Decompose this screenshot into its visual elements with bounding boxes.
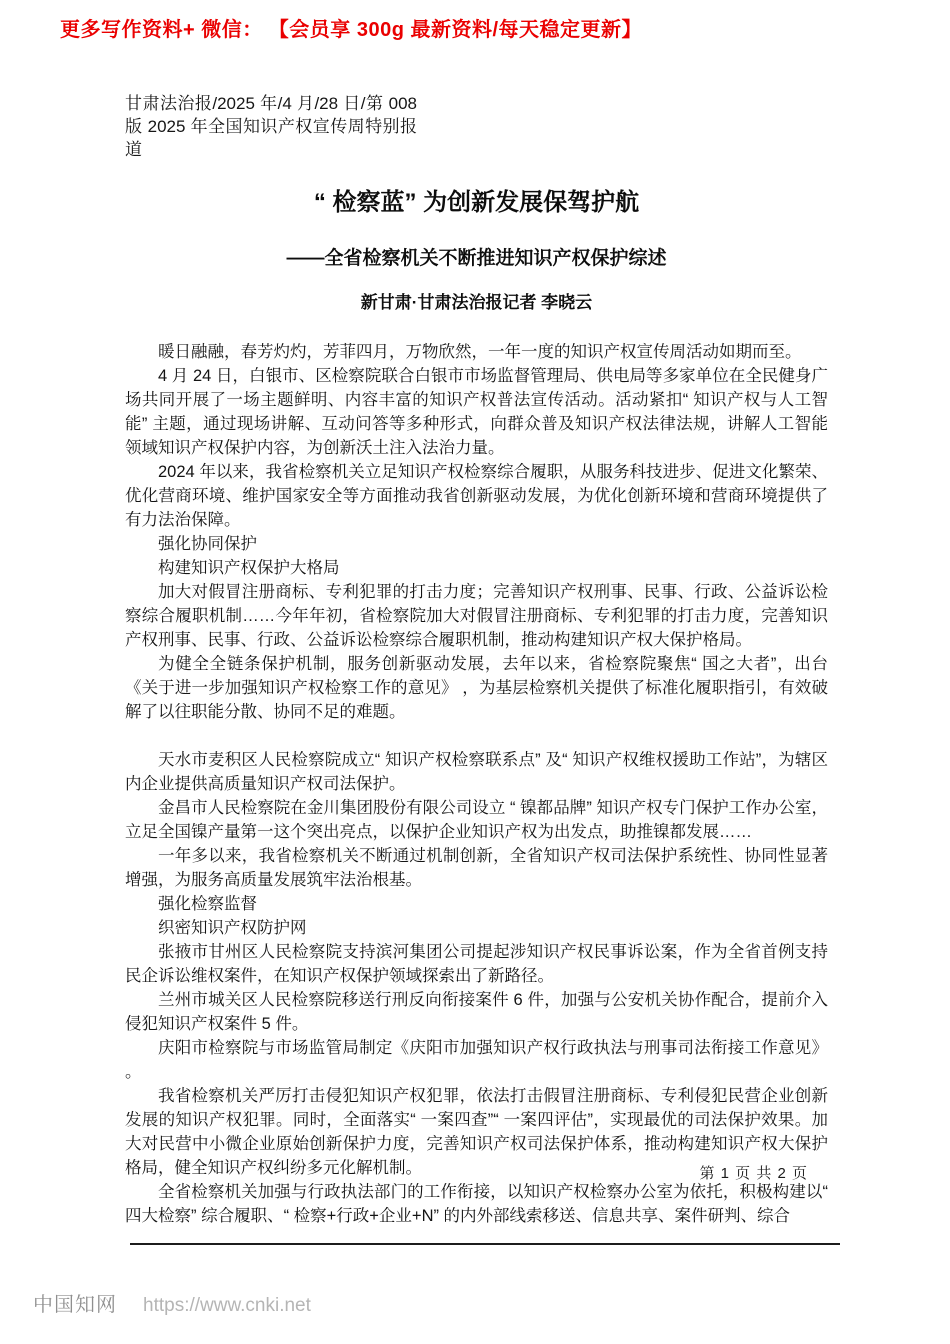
site-footer [33, 1288, 311, 1317]
paragraph: 兰州市城关区人民检察院移送行刑反向衔接案件 6 件，加强与公安机关协作配合，提前介入侵犯知识产权案件 5 件。 [125, 991, 828, 1033]
cnki-url-link[interactable]: https://www.cnki.net [143, 1295, 311, 1316]
article-body [125, 340, 828, 1228]
footer-divider [130, 1243, 840, 1245]
paragraph: 一年多以来，我省检察机关不断通过机制创新，全省知识产权司法保护系统性、协同性显著增强，为服务高质量发展筑牢法治根基。 [125, 847, 828, 889]
paragraph: 强化协同保护 [158, 535, 257, 553]
paragraph: 暖日融融，春芳灼灼，芳菲四月，万物欣然，一年一度的知识产权宣传周活动如期而至。 [158, 343, 802, 361]
paragraph: 庆阳市检察院与市场监管局制定《庆阳市加强知识产权行政执法与刑事司法衔接工作意见》 。 [125, 1039, 828, 1081]
paragraph: 构建知识产权保护大格局 [158, 559, 340, 577]
cnki-logo-text: 中国知网 [33, 1294, 117, 1316]
paragraph: 2024 年以来，我省检察机关立足知识产权检察综合履职，从服务科技进步、促进文化繁荣、优化营商环境、维护国家安全等方面推动我省创新驱动发展，为优化创新环境和营商环境提供了有力法治保障。 [125, 463, 828, 529]
paragraph: 张掖市甘州区人民检察院支持滨河集团公司提起涉知识产权民事诉讼案，作为全省首例支持民企诉讼维权案件，在知识产权保护领域探索出了新路径。 [125, 943, 828, 985]
paragraph: 天水市麦积区人民检察院成立“ 知识产权检察联系点” 及“ 知识产权维权援助工作站”，为辖区内企业提供高质量知识产权司法保护。 [125, 751, 828, 793]
paragraph-spacer [125, 724, 828, 748]
promo-banner: 更多写作资料+ 微信： 【会员享 300g 最新资料/每天稳定更新】 [60, 19, 643, 41]
publication-meta: 甘肃法治报/2025 年/4 月/28 日/第 008 版 2025 年全国知识产权宣传周特别报道 [125, 94, 417, 159]
article-title: “ 检察蓝” 为创新发展保驾护航 [313, 189, 640, 216]
paragraph: 金昌市人民检察院在金川集团股份有限公司设立 “ 镍都品牌” 知识产权专门保护工作办公室，立足全国镍产量第一这个突出亮点，以保护企业知识产权为出发点，助推镍都发展…… [125, 799, 828, 841]
article-subtitle: ——全省检察机关不断推进知识产权保护综述 [286, 248, 667, 269]
paragraph: 我省检察机关严厉打击侵犯知识产权犯罪，依法打击假冒注册商标、专利侵犯民营企业创新发展的知识产权犯罪。同时，全面落实“ 一案四查”“ 一案四评估”，实现最优的司法保护效果。加大对民营中小微企业原始创新保护力度，完善知识产权司法保护体系，推动构建知识产权大保护格局，健全知识产权纠纷多元化解机制。 [125, 1087, 828, 1177]
page-indicator: 第 1 页 共 2 页 [699, 1165, 808, 1182]
paragraph: 织密知识产权防护网 [158, 919, 307, 937]
paragraph: 为健全全链条保护机制，服务创新驱动发展，去年以来，省检察院聚焦“ 国之大者”，出台《关于进一步加强知识产权检察工作的意见》 ，为基层检察机关提供了标准化履职指引，有效破解了以往职能分散、协同不足的难题。 [125, 655, 828, 721]
paragraph: 4 月 24 日，白银市、区检察院联合白银市市场监督管理局、供电局等多家单位在全民健身广场共同开展了一场主题鲜明、内容丰富的知识产权普法宣传活动。活动紧扣“ 知识产权与人工智能” 主题，通过现场讲解、互动问答等多种形式，向群众普及知识产权法律法规，讲解人工智能领域知识产权保护内容，为创新沃土注入法治力量。 [125, 367, 828, 457]
article-byline: 新甘肃·甘肃法治报记者 李晓云 [360, 293, 593, 312]
paragraph: 全省检察机关加强与行政执法部门的工作衔接，以知识产权检察办公室为依托，积极构建以“ 四大检察” 综合履职、“ 检察+行政+企业+N” 的内外部线索移送、信息共享、案件研判、综合 [125, 1183, 828, 1225]
paragraph: 强化检察监督 [158, 895, 257, 913]
paragraph: 加大对假冒注册商标、专利犯罪的打击力度；完善知识产权刑事、民事、行政、公益诉讼检察综合履职机制……今年年初，省检察院加大对假冒注册商标、专利犯罪的打击力度，完善知识产权刑事、民事、行政、公益诉讼检察综合履职机制，推动构建知识产权大保护格局。 [125, 583, 828, 649]
